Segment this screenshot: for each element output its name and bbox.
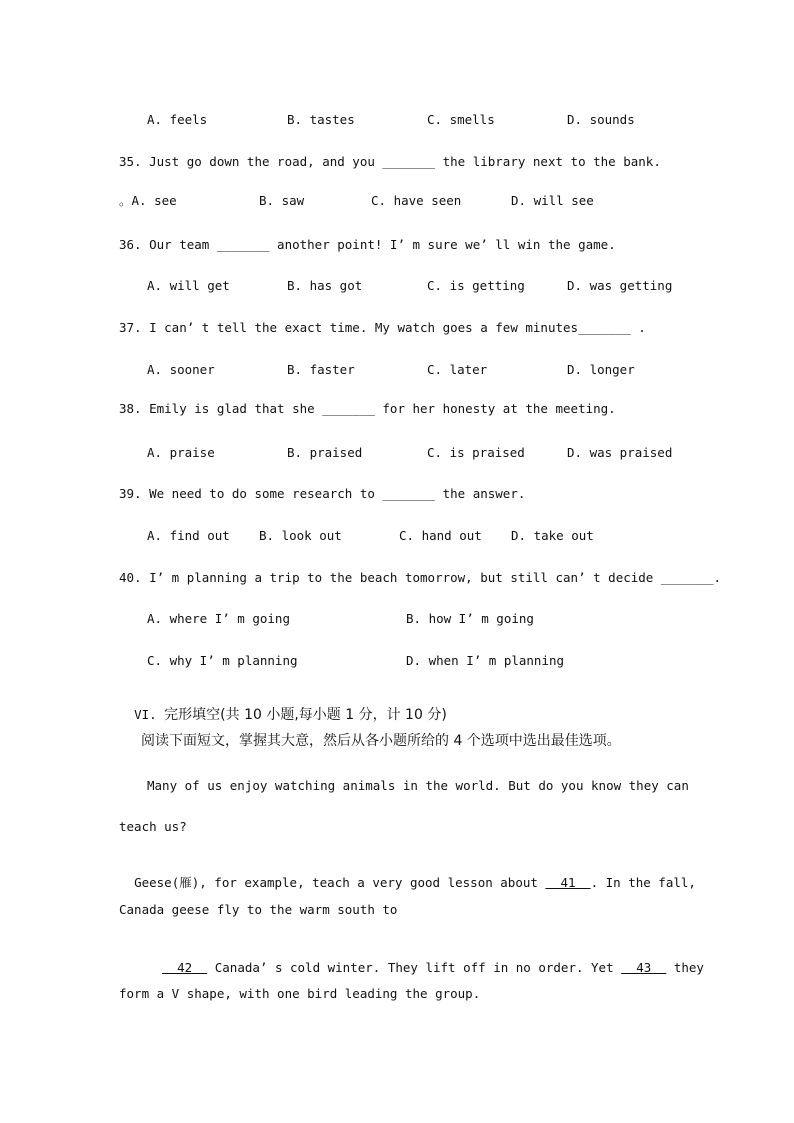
q38-option-d: D. was praised (567, 445, 673, 460)
blank-41: 41 (545, 875, 591, 890)
q36-option-a: A. will get (147, 278, 230, 293)
q35-stem: 35. Just go down the road, and you _______ the library next to the bank. (119, 154, 661, 169)
q34-option-b: B. tastes (287, 112, 355, 127)
q37-stem: 37. I can’ t tell the exact time. My watch goes a few minutes_______ . (119, 320, 646, 335)
q36-option-d: D. was getting (567, 278, 673, 293)
q40-stem: 40. I’ m planning a trip to the beach tomorrow, but still can’ t decide _______. (119, 570, 722, 585)
q35-option-a: 。A. see (119, 193, 177, 208)
q38-option-b: B. praised (287, 445, 363, 460)
q39-option-a: A. find out (147, 528, 230, 543)
q37-option-b: B. faster (287, 362, 355, 377)
q38-option-c: C. is praised (427, 445, 525, 460)
q35-option-d: D. will see (511, 193, 594, 208)
passage-line-6: form a V shape, with one bird leading the group. (119, 986, 481, 1001)
passage-text: Canada’ s cold winter. They lift off in no order. Yet (207, 960, 622, 975)
q38-option-a: A. praise (147, 445, 215, 460)
passage-line-3 (119, 859, 696, 891)
section-heading (119, 691, 447, 723)
q40-option-d: D. when I’ m planning (406, 653, 565, 668)
blank-43: 43 (621, 960, 667, 975)
q35-option-b: B. saw (259, 193, 305, 208)
q37-option-a: A. sooner (147, 362, 215, 377)
passage-line-5 (147, 944, 704, 976)
q39-option-b: B. look out (259, 528, 342, 543)
q39-option-c: C. hand out (399, 528, 482, 543)
blank-42: 42 (162, 960, 208, 975)
q36-stem: 36. Our team _______ another point! I’ m sure we’ ll win the game. (119, 237, 616, 252)
q37-option-d: D. longer (567, 362, 635, 377)
q40-option-c: C. why I’ m planning (147, 653, 298, 668)
passage-line-4: Canada geese fly to the warm south to (119, 902, 398, 917)
passage-text: they (666, 960, 704, 975)
passage-text: . In the fall, (590, 875, 696, 890)
q36-option-b: B. has got (287, 278, 363, 293)
section-number: VI. (134, 707, 165, 722)
q39-option-d: D. take out (511, 528, 594, 543)
q35-option-c: C. have seen (371, 193, 462, 208)
q40-option-b: B. how I’ m going (406, 611, 534, 626)
q34-option-c: C. smells (427, 112, 495, 127)
passage-text: Geese(雁), for example, teach a very good lesson about (134, 875, 546, 890)
passage-line-1: Many of us enjoy watching animals in the world. But do you know they can (147, 778, 689, 793)
section-instruction: 阅读下面短文，掌握其大意，然后从各小题所给的 4 个选项中选出最佳选项。 (141, 733, 621, 749)
q37-option-c: C. later (427, 362, 488, 377)
passage-line-2: teach us? (119, 819, 187, 834)
q40-option-a: A. where I’ m going (147, 611, 290, 626)
q36-option-c: C. is getting (427, 278, 525, 293)
q39-stem: 39. We need to do some research to _______ the answer. (119, 486, 526, 501)
q34-option-d: D. sounds (567, 112, 635, 127)
section-title: 完形填空(共 10 小题,每小题 1 分，计 10 分) (164, 707, 447, 723)
q34-option-a: A. feels (147, 112, 208, 127)
q38-stem: 38. Emily is glad that she _______ for her honesty at the meeting. (119, 401, 616, 416)
